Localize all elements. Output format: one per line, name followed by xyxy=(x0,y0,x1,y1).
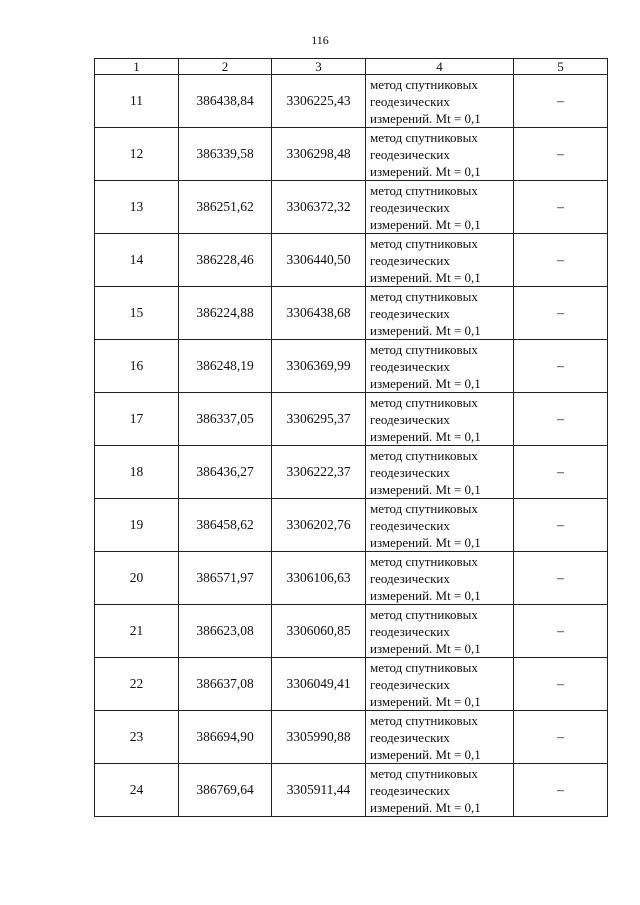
note-cell: – xyxy=(514,75,608,128)
method-line: измерений. Mt = 0,1 xyxy=(370,640,481,656)
method-line: измерений. Mt = 0,1 xyxy=(370,163,481,179)
method-line: геодезических xyxy=(370,358,450,374)
x-coordinate-cell: 386458,62 xyxy=(179,499,272,552)
method-line: измерений. Mt = 0,1 xyxy=(370,587,481,603)
method-line: метод спутниковых xyxy=(370,765,478,781)
note-cell: – xyxy=(514,764,608,817)
page-number: 116 xyxy=(311,33,329,47)
x-coordinate-cell: 386438,84 xyxy=(179,75,272,128)
method-line: метод спутниковых xyxy=(370,500,478,516)
table-row xyxy=(95,287,608,340)
x-coordinate-cell: 386637,08 xyxy=(179,658,272,711)
column-header: 5 xyxy=(514,59,608,75)
method-cell xyxy=(366,711,514,764)
x-coordinate-cell: 386337,05 xyxy=(179,393,272,446)
method-line: измерений. Mt = 0,1 xyxy=(370,534,481,550)
method-line: измерений. Mt = 0,1 xyxy=(370,693,481,709)
y-coordinate-cell: 3306225,43 xyxy=(272,75,366,128)
note-cell: – xyxy=(514,711,608,764)
method-line: метод спутниковых xyxy=(370,712,478,728)
y-coordinate-cell: 3306222,37 xyxy=(272,446,366,499)
x-coordinate-cell: 386228,46 xyxy=(179,234,272,287)
x-coordinate-cell: 386339,58 xyxy=(179,128,272,181)
method-line: геодезических xyxy=(370,676,450,692)
method-cell xyxy=(366,75,514,128)
table-row xyxy=(95,711,608,764)
note-cell: – xyxy=(514,234,608,287)
y-coordinate-cell: 3306369,99 xyxy=(272,340,366,393)
method-cell xyxy=(366,764,514,817)
point-number-cell: 20 xyxy=(95,552,179,605)
column-header: 1 xyxy=(95,59,179,75)
method-line: метод спутниковых xyxy=(370,129,478,145)
note-cell: – xyxy=(514,552,608,605)
method-line: геодезических xyxy=(370,199,450,215)
point-number-cell: 19 xyxy=(95,499,179,552)
method-line: измерений. Mt = 0,1 xyxy=(370,269,481,285)
method-cell xyxy=(366,234,514,287)
column-header: 4 xyxy=(366,59,514,75)
method-line: измерений. Mt = 0,1 xyxy=(370,481,481,497)
x-coordinate-cell: 386623,08 xyxy=(179,605,272,658)
method-cell xyxy=(366,446,514,499)
point-number-cell: 12 xyxy=(95,128,179,181)
x-coordinate-cell: 386248,19 xyxy=(179,340,272,393)
method-line: метод спутниковых xyxy=(370,447,478,463)
method-line: геодезических xyxy=(370,729,450,745)
method-line: метод спутниковых xyxy=(370,553,478,569)
method-line: метод спутниковых xyxy=(370,76,478,92)
method-line: геодезических xyxy=(370,252,450,268)
coordinates-table xyxy=(94,58,608,817)
method-line: геодезических xyxy=(370,517,450,533)
y-coordinate-cell: 3306049,41 xyxy=(272,658,366,711)
point-number-cell: 24 xyxy=(95,764,179,817)
method-line: геодезических xyxy=(370,782,450,798)
table-row xyxy=(95,499,608,552)
note-cell: – xyxy=(514,605,608,658)
method-line: измерений. Mt = 0,1 xyxy=(370,216,481,232)
note-cell: – xyxy=(514,499,608,552)
y-coordinate-cell: 3305990,88 xyxy=(272,711,366,764)
note-cell: – xyxy=(514,393,608,446)
table-row xyxy=(95,446,608,499)
method-cell xyxy=(366,658,514,711)
point-number-cell: 17 xyxy=(95,393,179,446)
table-row xyxy=(95,75,608,128)
method-line: метод спутниковых xyxy=(370,288,478,304)
table-row xyxy=(95,605,608,658)
method-line: метод спутниковых xyxy=(370,341,478,357)
method-cell xyxy=(366,552,514,605)
point-number-cell: 15 xyxy=(95,287,179,340)
method-line: метод спутниковых xyxy=(370,606,478,622)
method-line: метод спутниковых xyxy=(370,394,478,410)
y-coordinate-cell: 3306106,63 xyxy=(272,552,366,605)
table-row xyxy=(95,128,608,181)
y-coordinate-cell: 3305911,44 xyxy=(272,764,366,817)
table-row xyxy=(95,234,608,287)
note-cell: – xyxy=(514,658,608,711)
method-line: измерений. Mt = 0,1 xyxy=(370,375,481,391)
table-header-row xyxy=(95,59,608,75)
note-cell: – xyxy=(514,446,608,499)
y-coordinate-cell: 3306298,48 xyxy=(272,128,366,181)
point-number-cell: 14 xyxy=(95,234,179,287)
y-coordinate-cell: 3306438,68 xyxy=(272,287,366,340)
note-cell: – xyxy=(514,181,608,234)
method-line: измерений. Mt = 0,1 xyxy=(370,746,481,762)
method-line: метод спутниковых xyxy=(370,182,478,198)
note-cell: – xyxy=(514,340,608,393)
method-cell xyxy=(366,499,514,552)
method-cell xyxy=(366,393,514,446)
point-number-cell: 13 xyxy=(95,181,179,234)
method-line: геодезических xyxy=(370,623,450,639)
table-row xyxy=(95,340,608,393)
x-coordinate-cell: 386694,90 xyxy=(179,711,272,764)
table-body xyxy=(95,75,608,817)
point-number-cell: 22 xyxy=(95,658,179,711)
x-coordinate-cell: 386571,97 xyxy=(179,552,272,605)
method-line: измерений. Mt = 0,1 xyxy=(370,110,481,126)
point-number-cell: 18 xyxy=(95,446,179,499)
method-cell xyxy=(366,340,514,393)
y-coordinate-cell: 3306440,50 xyxy=(272,234,366,287)
column-header: 2 xyxy=(179,59,272,75)
x-coordinate-cell: 386436,27 xyxy=(179,446,272,499)
point-number-cell: 21 xyxy=(95,605,179,658)
point-number-cell: 11 xyxy=(95,75,179,128)
method-line: измерений. Mt = 0,1 xyxy=(370,322,481,338)
method-cell xyxy=(366,128,514,181)
x-coordinate-cell: 386224,88 xyxy=(179,287,272,340)
point-number-cell: 16 xyxy=(95,340,179,393)
method-line: геодезических xyxy=(370,464,450,480)
method-line: геодезических xyxy=(370,93,450,109)
y-coordinate-cell: 3306295,37 xyxy=(272,393,366,446)
method-cell xyxy=(366,181,514,234)
note-cell: – xyxy=(514,287,608,340)
table-row xyxy=(95,658,608,711)
column-header: 3 xyxy=(272,59,366,75)
method-cell xyxy=(366,605,514,658)
method-cell xyxy=(366,287,514,340)
method-line: метод спутниковых xyxy=(370,659,478,675)
method-line: геодезических xyxy=(370,146,450,162)
x-coordinate-cell: 386251,62 xyxy=(179,181,272,234)
table-row xyxy=(95,181,608,234)
method-line: метод спутниковых xyxy=(370,235,478,251)
method-line: геодезических xyxy=(370,570,450,586)
method-line: измерений. Mt = 0,1 xyxy=(370,428,481,444)
note-cell: – xyxy=(514,128,608,181)
x-coordinate-cell: 386769,64 xyxy=(179,764,272,817)
y-coordinate-cell: 3306372,32 xyxy=(272,181,366,234)
method-line: измерений. Mt = 0,1 xyxy=(370,799,481,815)
table-row xyxy=(95,393,608,446)
y-coordinate-cell: 3306202,76 xyxy=(272,499,366,552)
table-row xyxy=(95,552,608,605)
table-row xyxy=(95,764,608,817)
method-line: геодезических xyxy=(370,411,450,427)
method-line: геодезических xyxy=(370,305,450,321)
point-number-cell: 23 xyxy=(95,711,179,764)
y-coordinate-cell: 3306060,85 xyxy=(272,605,366,658)
